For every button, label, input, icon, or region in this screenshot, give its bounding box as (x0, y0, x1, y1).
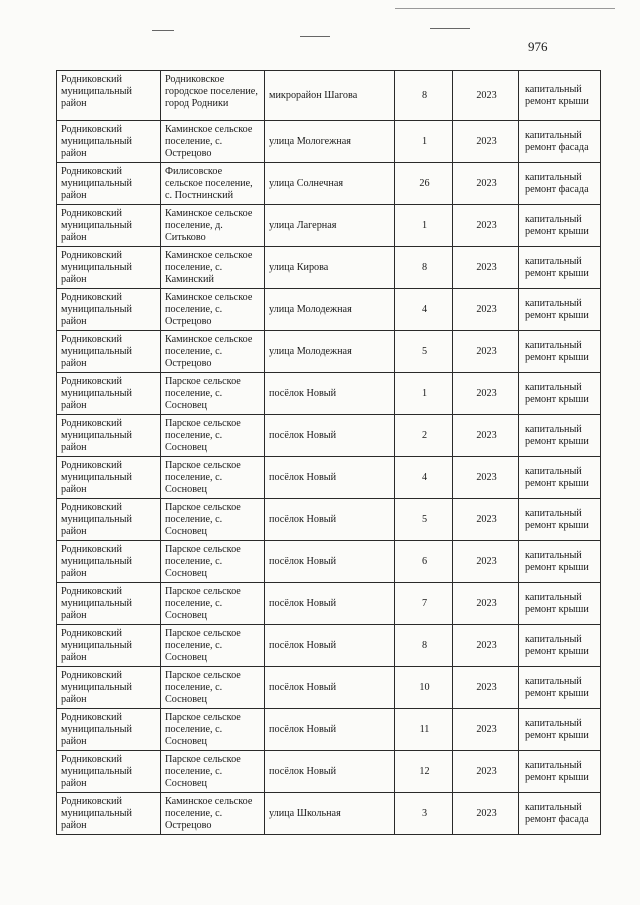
street-cell: посёлок Новый (265, 499, 395, 541)
house-number-cell: 8 (395, 71, 453, 121)
settlement-cell: Парское сельское поселение, с. Сосновец (161, 751, 265, 793)
table-row (57, 415, 601, 457)
table-row (57, 121, 601, 163)
street-cell: посёлок Новый (265, 541, 395, 583)
settlement-cell: Каминское сельское поселение, с. Острецово (161, 793, 265, 835)
district-cell: Родниковский муниципальный район (57, 751, 161, 793)
table-row (57, 289, 601, 331)
table-row (57, 541, 601, 583)
table-row (57, 71, 601, 121)
district-cell: Родниковский муниципальный район (57, 373, 161, 415)
street-cell: улица Молодежная (265, 331, 395, 373)
settlement-cell: Каминское сельское поселение, с. Острецово (161, 289, 265, 331)
house-number-cell: 10 (395, 667, 453, 709)
district-cell: Родниковский муниципальный район (57, 205, 161, 247)
year-cell: 2023 (453, 163, 519, 205)
street-cell: посёлок Новый (265, 667, 395, 709)
scan-mark-top-mid (300, 36, 330, 37)
scan-mark-top-right (430, 28, 470, 29)
work-type-cell: капитальный ремонт крыши (519, 667, 601, 709)
district-cell: Родниковский муниципальный район (57, 625, 161, 667)
district-cell: Родниковский муниципальный район (57, 289, 161, 331)
table-row (57, 205, 601, 247)
house-number-cell: 2 (395, 415, 453, 457)
house-number-cell: 8 (395, 625, 453, 667)
work-type-cell: капитальный ремонт крыши (519, 373, 601, 415)
year-cell: 2023 (453, 71, 519, 121)
district-cell: Родниковский муниципальный район (57, 331, 161, 373)
house-number-cell: 4 (395, 457, 453, 499)
district-cell: Родниковский муниципальный район (57, 499, 161, 541)
table-row (57, 163, 601, 205)
settlement-cell: Каминское сельское поселение, д. Ситьково (161, 205, 265, 247)
district-cell: Родниковский муниципальный район (57, 667, 161, 709)
settlement-cell: Парское сельское поселение, с. Сосновец (161, 709, 265, 751)
house-number-cell: 11 (395, 709, 453, 751)
year-cell: 2023 (453, 205, 519, 247)
year-cell: 2023 (453, 583, 519, 625)
page-number: 976 (528, 39, 548, 54)
year-cell: 2023 (453, 793, 519, 835)
table-row (57, 457, 601, 499)
district-cell: Родниковский муниципальный район (57, 71, 161, 121)
settlement-cell: Каминское сельское поселение, с. Каминский (161, 247, 265, 289)
settlement-cell: Парское сельское поселение, с. Сосновец (161, 457, 265, 499)
settlement-cell: Парское сельское поселение, с. Сосновец (161, 541, 265, 583)
house-number-cell: 1 (395, 121, 453, 163)
year-cell: 2023 (453, 373, 519, 415)
year-cell: 2023 (453, 289, 519, 331)
table-row (57, 709, 601, 751)
scan-mark-top-left (152, 30, 174, 31)
table-row (57, 499, 601, 541)
year-cell: 2023 (453, 751, 519, 793)
work-type-cell: капитальный ремонт крыши (519, 331, 601, 373)
buildings-table (56, 70, 601, 835)
work-type-cell: капитальный ремонт фасада (519, 793, 601, 835)
table-row (57, 625, 601, 667)
street-cell: посёлок Новый (265, 373, 395, 415)
house-number-cell: 1 (395, 373, 453, 415)
street-cell: микрорайон Шагова (265, 71, 395, 121)
district-cell: Родниковский муниципальный район (57, 121, 161, 163)
district-cell: Родниковский муниципальный район (57, 247, 161, 289)
scan-mark-top-far (395, 8, 615, 9)
house-number-cell: 7 (395, 583, 453, 625)
work-type-cell: капитальный ремонт фасада (519, 163, 601, 205)
district-cell: Родниковский муниципальный район (57, 163, 161, 205)
settlement-cell: Парское сельское поселение, с. Сосновец (161, 415, 265, 457)
work-type-cell: капитальный ремонт крыши (519, 583, 601, 625)
street-cell: улица Кирова (265, 247, 395, 289)
table-row (57, 331, 601, 373)
year-cell: 2023 (453, 667, 519, 709)
house-number-cell: 5 (395, 331, 453, 373)
year-cell: 2023 (453, 457, 519, 499)
street-cell: улица Школьная (265, 793, 395, 835)
settlement-cell: Парское сельское поселение, с. Сосновец (161, 499, 265, 541)
district-cell: Родниковский муниципальный район (57, 457, 161, 499)
settlement-cell: Каминское сельское поселение, с. Острецово (161, 331, 265, 373)
year-cell: 2023 (453, 625, 519, 667)
year-cell: 2023 (453, 331, 519, 373)
district-cell: Родниковский муниципальный район (57, 709, 161, 751)
table-row (57, 247, 601, 289)
work-type-cell: капитальный ремонт фасада (519, 121, 601, 163)
work-type-cell: капитальный ремонт крыши (519, 499, 601, 541)
house-number-cell: 26 (395, 163, 453, 205)
district-cell: Родниковский муниципальный район (57, 583, 161, 625)
street-cell: улица Мологежная (265, 121, 395, 163)
street-cell: улица Лагерная (265, 205, 395, 247)
settlement-cell: Парское сельское поселение, с. Сосновец (161, 583, 265, 625)
street-cell: посёлок Новый (265, 457, 395, 499)
table-row (57, 373, 601, 415)
house-number-cell: 6 (395, 541, 453, 583)
settlement-cell: Парское сельское поселение, с. Сосновец (161, 667, 265, 709)
house-number-cell: 5 (395, 499, 453, 541)
table-row (57, 583, 601, 625)
street-cell: посёлок Новый (265, 751, 395, 793)
table-row (57, 793, 601, 835)
house-number-cell: 3 (395, 793, 453, 835)
year-cell: 2023 (453, 121, 519, 163)
house-number-cell: 8 (395, 247, 453, 289)
work-type-cell: капитальный ремонт крыши (519, 289, 601, 331)
street-cell: посёлок Новый (265, 625, 395, 667)
house-number-cell: 12 (395, 751, 453, 793)
house-number-cell: 4 (395, 289, 453, 331)
work-type-cell: капитальный ремонт крыши (519, 205, 601, 247)
table-row (57, 667, 601, 709)
work-type-cell: капитальный ремонт крыши (519, 751, 601, 793)
work-type-cell: капитальный ремонт крыши (519, 625, 601, 667)
work-type-cell: капитальный ремонт крыши (519, 415, 601, 457)
district-cell: Родниковский муниципальный район (57, 541, 161, 583)
year-cell: 2023 (453, 709, 519, 751)
settlement-cell: Родниковское городское поселение, город Родники (161, 71, 265, 121)
work-type-cell: капитальный ремонт крыши (519, 541, 601, 583)
year-cell: 2023 (453, 247, 519, 289)
work-type-cell: капитальный ремонт крыши (519, 457, 601, 499)
table-row (57, 751, 601, 793)
settlement-cell: Филисовское сельское поселение, с. Постнинский (161, 163, 265, 205)
work-type-cell: капитальный ремонт крыши (519, 709, 601, 751)
year-cell: 2023 (453, 415, 519, 457)
street-cell: посёлок Новый (265, 583, 395, 625)
street-cell: посёлок Новый (265, 709, 395, 751)
street-cell: посёлок Новый (265, 415, 395, 457)
settlement-cell: Парское сельское поселение, с. Сосновец (161, 625, 265, 667)
street-cell: улица Молодежная (265, 289, 395, 331)
settlement-cell: Парское сельское поселение, с. Сосновец (161, 373, 265, 415)
street-cell: улица Солнечная (265, 163, 395, 205)
year-cell: 2023 (453, 499, 519, 541)
settlement-cell: Каминское сельское поселение, с. Острецово (161, 121, 265, 163)
house-number-cell: 1 (395, 205, 453, 247)
district-cell: Родниковский муниципальный район (57, 415, 161, 457)
work-type-cell: капитальный ремонт крыши (519, 71, 601, 121)
work-type-cell: капитальный ремонт крыши (519, 247, 601, 289)
district-cell: Родниковский муниципальный район (57, 793, 161, 835)
year-cell: 2023 (453, 541, 519, 583)
